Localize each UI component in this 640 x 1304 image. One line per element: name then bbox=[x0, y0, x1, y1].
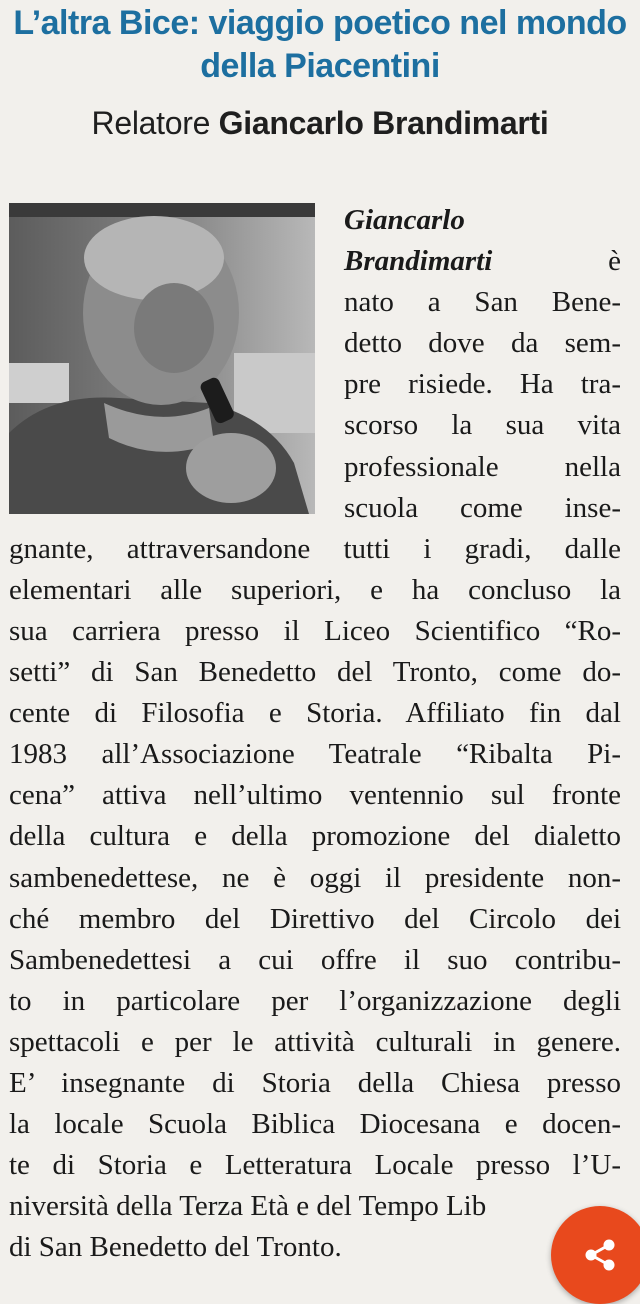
body-line: detto dove da sem- bbox=[344, 327, 621, 360]
body-line: cena” attiva nell’ultimo ventennio sul fronte bbox=[9, 779, 621, 812]
article-title bbox=[0, 2, 640, 88]
body-line: la locale Scuola Biblica Diocesana e docen- bbox=[9, 1108, 621, 1141]
body-line: sua carriera presso il Liceo Scientifico “Ro- bbox=[9, 614, 621, 647]
body-line: gnante, attraversandone tutti i gradi, dalle bbox=[9, 532, 621, 565]
body-line: to in particolare per l’organizzazione degli bbox=[9, 984, 621, 1017]
article-title-line-1: L’altra Bice: viaggio poetico nel mondo bbox=[13, 4, 627, 42]
share-button[interactable] bbox=[551, 1206, 640, 1304]
body-line: scorso la sua vita bbox=[344, 409, 621, 442]
share-icon bbox=[583, 1238, 617, 1272]
body-line: ché membro del Direttivo del Circolo dei bbox=[9, 902, 621, 935]
body-line: niversità della Terza Età e del Tempo Lib bbox=[9, 1190, 487, 1223]
speaker-line bbox=[0, 102, 640, 144]
body-line: di San Benedetto del Tronto. bbox=[9, 1231, 342, 1264]
body-line: E’ insegnante di Storia della Chiesa presso bbox=[9, 1066, 621, 1099]
body-line: pre risiede. Ha tra- bbox=[344, 368, 621, 401]
body-line: della cultura e della promozione del dialetto bbox=[9, 820, 621, 853]
body-line: 1983 all’Associazione Teatrale “Ribalta Pi- bbox=[9, 738, 621, 771]
body-line: te di Storia e Letteratura Locale presso l’U- bbox=[9, 1149, 621, 1182]
body-line: setti” di San Benedetto del Tronto, come do- bbox=[9, 656, 621, 689]
body-line: elementari alle superiori, e ha concluso la bbox=[9, 573, 621, 606]
speaker-prefix: Relatore bbox=[91, 105, 211, 141]
author-name-line-2: Brandimarti è bbox=[344, 245, 621, 278]
body-line: sambenedettese, ne è oggi il presidente non- bbox=[9, 861, 621, 894]
body-line: spettacoli e per le attività culturali in genere. bbox=[9, 1025, 621, 1058]
body-line: nato a San Bene- bbox=[344, 286, 621, 319]
article-title-line-2: della Piacentini bbox=[200, 47, 440, 85]
article-body bbox=[9, 200, 621, 1268]
body-line: cente di Filosofia e Storia. Affiliato fin dal bbox=[9, 697, 621, 730]
speaker-name: Giancarlo Brandimarti bbox=[218, 105, 549, 141]
body-line: scuola come inse- bbox=[344, 491, 621, 524]
author-name-line-1: Giancarlo bbox=[344, 204, 465, 236]
body-line: professionale nella bbox=[344, 450, 621, 483]
body-line: Sambenedettesi a cui offre il suo contribu- bbox=[9, 943, 621, 976]
